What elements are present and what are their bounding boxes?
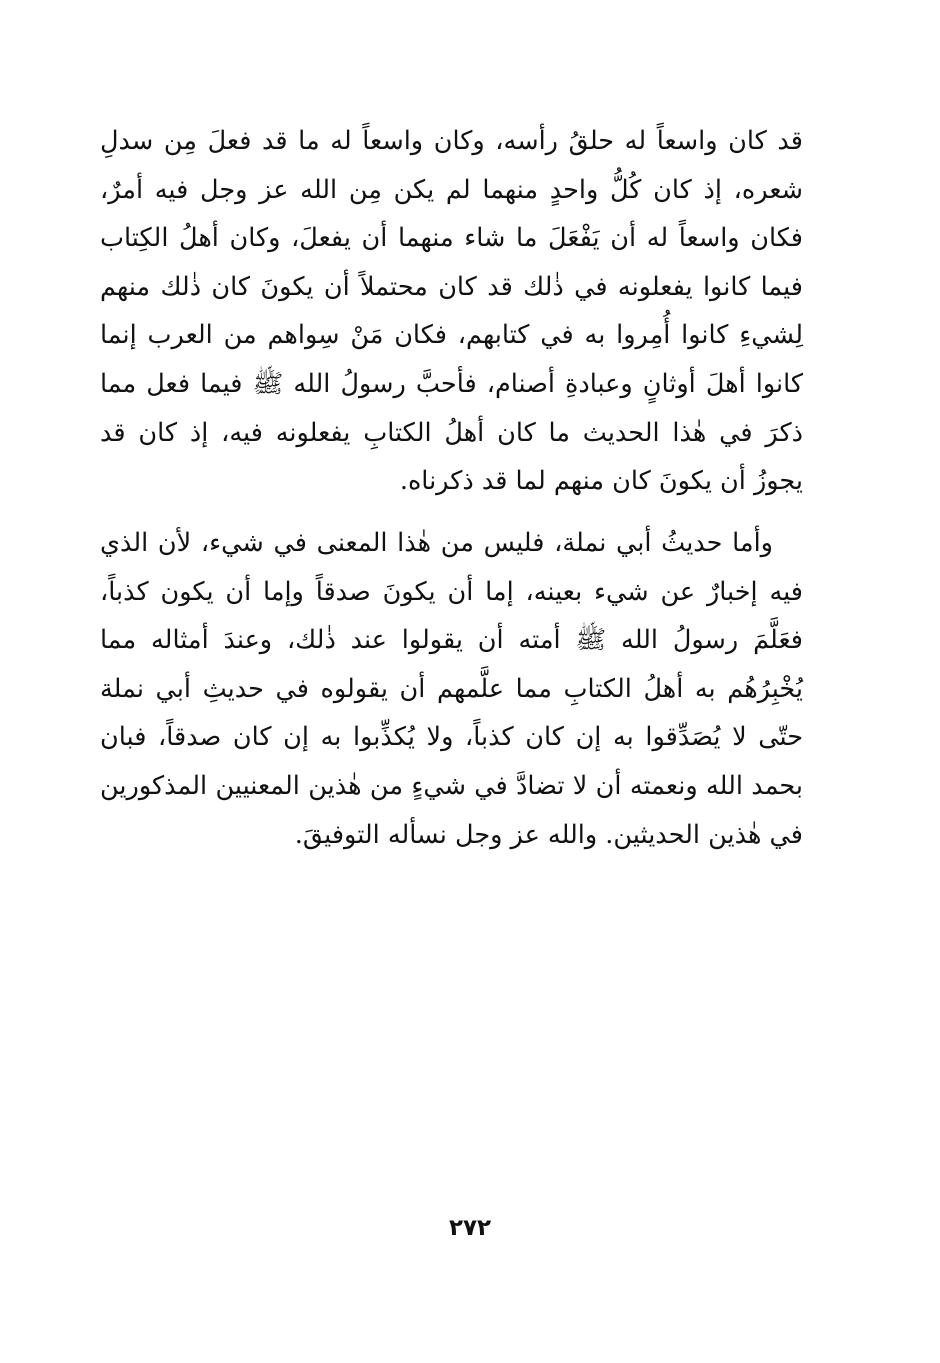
paragraph-2: وأما حديثُ أبي نملة، فليس من هٰذا المعنى في شيء، لأن الذي فيه إخبارٌ عن شيء بعينه، إما أن يكونَ صدقاً وإما أن يكون كذباً، فعَلَّمَ رسولُ الله ﷺ أمته أن يقولوا عند ذٰلك، وعندَ أمثاله مما يُخْبِرُهُم به أهلُ الكتابِ مما علَّمهم أن يقولوه في حديثِ أبي نملة حتّى لا يُصَدِّقوا به إن كان كذباً، ولا يُكذِّبوا به إن كان صدقاً، فبان بحمد الله ونعمته أن لا تضادَّ في شيءٍ من هٰذين المعنيين المذكورين في هٰذين الحديثين. والله عز وجل نسأله التوفيقَ.	[100, 528, 803, 850]
paragraph-1: قد كان واسعاً له حلقُ رأسه، وكان واسعاً له ما قد فعلَ مِن سدلِ شعره، إذ كان كُلُّ واحدٍ منهما لم يكن مِن الله عز وجل فيه أمرٌ، فكان واسعاً له أن يَفْعَلَ ما شاء منهما أن يفعلَ، وكان أهلُ الكِتاب فيما كانوا يفعلونه في ذٰلك قد كان محتملاً أن يكونَ كان ذٰلك منهم لِشيءِ كانوا أُمِروا به في كتابهم، فكان مَنْ سِواهم من العرب إنما كانوا أهلَ أوثانٍ وعبادةِ أصنام، فأحبَّ رسولُ الله ﷺ فيما فعل مما ذكرَ في هٰذا الحديث ما كان أهلُ الكتابِ يفعلونه فيه، إذ كان قد يجوزُ أن يكونَ كان منهم لما قد ذكرناه.	[100, 126, 803, 497]
page-number: ٢٧٢	[448, 1215, 492, 1241]
